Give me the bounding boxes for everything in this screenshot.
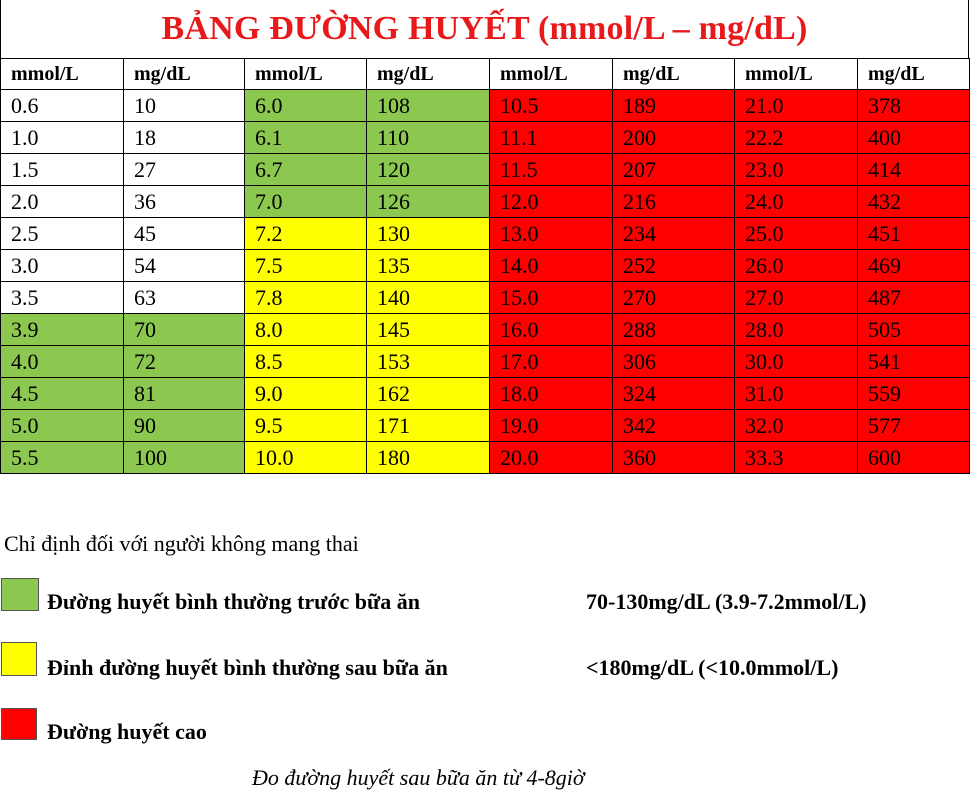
table-cell: 25.0	[735, 218, 858, 250]
column-header: mg/dL	[613, 59, 735, 90]
table-cell: 108	[367, 90, 490, 122]
table-cell: 4.5	[1, 378, 124, 410]
table-cell: 1.0	[1, 122, 124, 154]
table-cell: 171	[367, 410, 490, 442]
table-cell: 100	[124, 442, 245, 474]
column-header: mmol/L	[1, 59, 124, 90]
table-cell: 10.0	[245, 442, 367, 474]
legend-range: 70-130mg/dL (3.9-7.2mmol/L)	[586, 589, 867, 614]
table-cell: 81	[124, 378, 245, 410]
table-cell: 22.2	[735, 122, 858, 154]
table-cell: 162	[367, 378, 490, 410]
table-cell: 120	[367, 154, 490, 186]
table-cell: 30.0	[735, 346, 858, 378]
table-cell: 7.5	[245, 250, 367, 282]
table-cell: 541	[858, 346, 970, 378]
table-cell: 3.9	[1, 314, 124, 346]
table-cell: 234	[613, 218, 735, 250]
table-cell: 21.0	[735, 90, 858, 122]
table-cell: 200	[613, 122, 735, 154]
table-row	[1, 282, 970, 314]
column-header: mmol/L	[735, 59, 858, 90]
table-cell: 4.0	[1, 346, 124, 378]
table-cell: 110	[367, 122, 490, 154]
table-row	[1, 314, 970, 346]
table-cell: 600	[858, 442, 970, 474]
table-cell: 140	[367, 282, 490, 314]
table-cell: 23.0	[735, 154, 858, 186]
table-cell: 7.2	[245, 218, 367, 250]
table-body	[1, 90, 970, 474]
table-cell: 28.0	[735, 314, 858, 346]
table-cell: 180	[367, 442, 490, 474]
table-cell: 469	[858, 250, 970, 282]
table-cell: 400	[858, 122, 970, 154]
legend-label: Đường huyết cao	[47, 719, 207, 744]
table-header-row	[1, 59, 970, 90]
table-cell: 19.0	[490, 410, 613, 442]
table-row	[1, 442, 970, 474]
table-cell: 2.0	[1, 186, 124, 218]
column-header: mmol/L	[245, 59, 367, 90]
table-cell: 26.0	[735, 250, 858, 282]
legend-item	[0, 708, 960, 748]
table-row	[1, 250, 970, 282]
table-cell: 10	[124, 90, 245, 122]
table-row	[1, 154, 970, 186]
legend-range: <180mg/dL (<10.0mmol/L)	[586, 655, 839, 680]
table-cell: 126	[367, 186, 490, 218]
table-cell: 27.0	[735, 282, 858, 314]
table-cell: 90	[124, 410, 245, 442]
table-row	[1, 410, 970, 442]
page-title: BẢNG ĐƯỜNG HUYẾT (mmol/L – mg/dL)	[161, 10, 808, 47]
title-row	[0, 0, 969, 58]
table-cell: 432	[858, 186, 970, 218]
legend-item	[0, 578, 960, 618]
table-cell: 12.0	[490, 186, 613, 218]
table-cell: 15.0	[490, 282, 613, 314]
table-cell: 31.0	[735, 378, 858, 410]
table-row	[1, 218, 970, 250]
table-cell: 288	[613, 314, 735, 346]
table-cell: 24.0	[735, 186, 858, 218]
table-cell: 10.5	[490, 90, 613, 122]
table-row	[1, 122, 970, 154]
legend-swatch	[1, 642, 37, 676]
table-cell: 45	[124, 218, 245, 250]
table-cell: 6.0	[245, 90, 367, 122]
table-cell: 1.5	[1, 154, 124, 186]
table-cell: 63	[124, 282, 245, 314]
column-header: mg/dL	[367, 59, 490, 90]
table-cell: 70	[124, 314, 245, 346]
table-cell: 14.0	[490, 250, 613, 282]
table-cell: 414	[858, 154, 970, 186]
table-cell: 3.0	[1, 250, 124, 282]
table-cell: 3.5	[1, 282, 124, 314]
table-cell: 487	[858, 282, 970, 314]
note-text: Chỉ định đối với người không mang thai	[4, 531, 359, 556]
table-row	[1, 346, 970, 378]
legend-label: Đường huyết bình thường trước bữa ăn	[47, 589, 420, 614]
table-cell: 18	[124, 122, 245, 154]
table-cell: 16.0	[490, 314, 613, 346]
table-cell: 18.0	[490, 378, 613, 410]
table-cell: 360	[613, 442, 735, 474]
table-cell: 20.0	[490, 442, 613, 474]
table-cell: 252	[613, 250, 735, 282]
footer-note: Đo đường huyết sau bữa ăn từ 4-8giờ	[252, 765, 585, 790]
table-cell: 306	[613, 346, 735, 378]
table-cell: 189	[613, 90, 735, 122]
table-cell: 135	[367, 250, 490, 282]
table-cell: 7.0	[245, 186, 367, 218]
table-cell: 7.8	[245, 282, 367, 314]
table-cell: 324	[613, 378, 735, 410]
table-cell: 577	[858, 410, 970, 442]
table-cell: 9.0	[245, 378, 367, 410]
table-cell: 32.0	[735, 410, 858, 442]
table-cell: 270	[613, 282, 735, 314]
table-cell: 33.3	[735, 442, 858, 474]
table-cell: 130	[367, 218, 490, 250]
table-row	[1, 186, 970, 218]
legend-swatch	[1, 578, 39, 611]
table-cell: 8.0	[245, 314, 367, 346]
legend-swatch	[1, 708, 37, 740]
table-cell: 378	[858, 90, 970, 122]
table-row	[1, 378, 970, 410]
table-cell: 5.5	[1, 442, 124, 474]
legend-label: Đỉnh đường huyết bình thường sau bữa ăn	[47, 655, 448, 680]
table-cell: 11.1	[490, 122, 613, 154]
table-cell: 505	[858, 314, 970, 346]
table-row	[1, 90, 970, 122]
table-cell: 27	[124, 154, 245, 186]
table-cell: 11.5	[490, 154, 613, 186]
table-cell: 6.7	[245, 154, 367, 186]
table-cell: 342	[613, 410, 735, 442]
table-cell: 216	[613, 186, 735, 218]
column-header: mmol/L	[490, 59, 613, 90]
table-cell: 559	[858, 378, 970, 410]
table-cell: 0.6	[1, 90, 124, 122]
table-cell: 54	[124, 250, 245, 282]
column-header: mg/dL	[124, 59, 245, 90]
table-cell: 2.5	[1, 218, 124, 250]
table-cell: 17.0	[490, 346, 613, 378]
legend-item	[0, 642, 960, 682]
table-cell: 6.1	[245, 122, 367, 154]
table-cell: 9.5	[245, 410, 367, 442]
table-cell: 153	[367, 346, 490, 378]
table-cell: 5.0	[1, 410, 124, 442]
table-cell: 72	[124, 346, 245, 378]
table-cell: 8.5	[245, 346, 367, 378]
table-cell: 207	[613, 154, 735, 186]
table-cell: 36	[124, 186, 245, 218]
table-cell: 451	[858, 218, 970, 250]
table-cell: 145	[367, 314, 490, 346]
glucose-conversion-table	[0, 58, 970, 474]
column-header: mg/dL	[858, 59, 970, 90]
table-cell: 13.0	[490, 218, 613, 250]
